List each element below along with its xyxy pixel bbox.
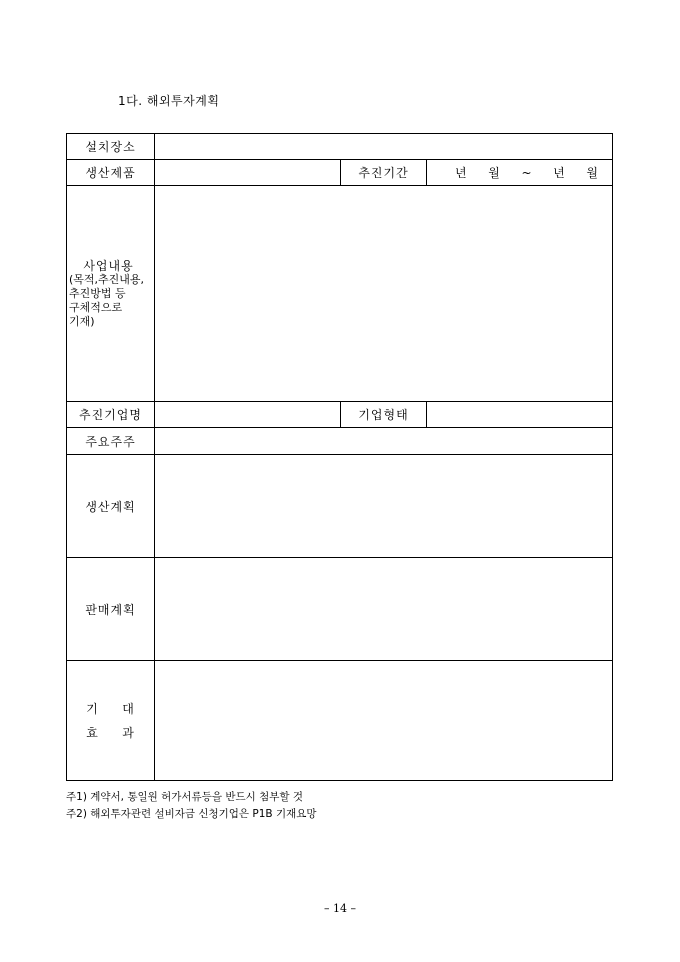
sales-plan-label: 판매계획 bbox=[67, 558, 155, 661]
row-business bbox=[67, 186, 613, 402]
effect-char-2: 대 bbox=[122, 701, 135, 716]
shareholder-label: 주요주주 bbox=[67, 428, 155, 455]
shareholder-field[interactable] bbox=[155, 428, 613, 455]
business-label: 사업내용 bbox=[83, 258, 134, 273]
business-sub-2: 추진방법 등 bbox=[69, 286, 126, 300]
row-product bbox=[67, 160, 613, 186]
row-location bbox=[67, 134, 613, 160]
sales-plan-field[interactable] bbox=[155, 558, 613, 661]
row-shareholder bbox=[67, 428, 613, 455]
production-plan-label: 생산계획 bbox=[67, 455, 155, 558]
period-tilde: ~ bbox=[521, 165, 532, 180]
business-sub-1: (목적,추진내용, bbox=[69, 272, 145, 286]
product-field[interactable] bbox=[155, 160, 341, 186]
business-field[interactable] bbox=[155, 186, 613, 402]
note-1: 주1) 계약서, 통일원 허가서류등을 반드시 첨부할 것 bbox=[66, 791, 303, 803]
section-title: 1다. 해외투자계획 bbox=[118, 94, 220, 108]
effect-field[interactable] bbox=[155, 661, 613, 781]
company-type-field[interactable] bbox=[427, 402, 613, 428]
row-company bbox=[67, 402, 613, 428]
period-month-end: 월 bbox=[586, 166, 598, 180]
period-year-end: 년 bbox=[553, 166, 565, 180]
page-number: – 14 – bbox=[324, 902, 356, 915]
business-label-cell bbox=[67, 186, 155, 402]
effect-char-4: 과 bbox=[122, 725, 135, 740]
period-month-start: 월 bbox=[488, 166, 500, 180]
row-production-plan bbox=[67, 455, 613, 558]
company-label: 추진기업명 bbox=[67, 402, 155, 428]
product-label: 생산제품 bbox=[67, 160, 155, 186]
row-effect bbox=[67, 661, 613, 781]
business-sub-4: 기재) bbox=[69, 314, 95, 328]
production-plan-field[interactable] bbox=[155, 455, 613, 558]
effect-char-3: 효 bbox=[86, 725, 99, 740]
business-sub-3: 구체적으로 bbox=[69, 300, 123, 314]
row-sales-plan bbox=[67, 558, 613, 661]
effect-label-cell bbox=[67, 661, 155, 781]
company-field[interactable] bbox=[155, 402, 341, 428]
location-label: 설치장소 bbox=[67, 134, 155, 160]
note-2: 주2) 해외투자관련 설비자금 신청기업은 P1B 기재요망 bbox=[66, 808, 317, 820]
investment-plan-form bbox=[66, 133, 613, 781]
period-year-start: 년 bbox=[455, 166, 467, 180]
company-type-label: 기업형태 bbox=[341, 402, 427, 428]
period-field[interactable] bbox=[427, 160, 613, 186]
location-field[interactable] bbox=[155, 134, 613, 160]
notes bbox=[66, 789, 317, 823]
period-label: 추진기간 bbox=[341, 160, 427, 186]
effect-char-1: 기 bbox=[86, 701, 99, 716]
